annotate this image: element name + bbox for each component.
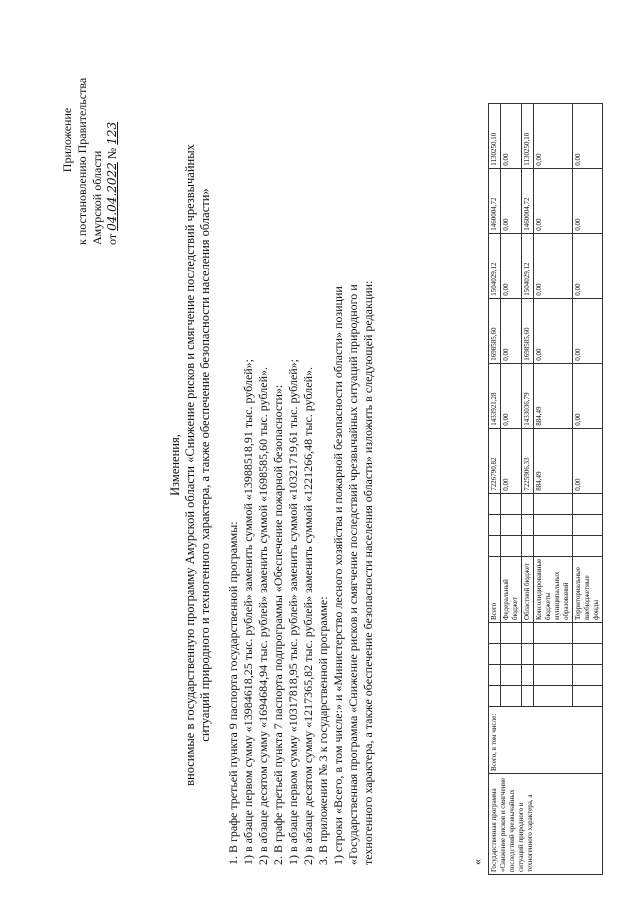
paragraph: техногенного характера, а также обеспечение безопасности населения области» изложить в следующей редакции:	[361, 280, 375, 865]
value-cell: 7226790,82	[489, 428, 501, 493]
document-title	[168, 25, 213, 905]
value-cell: 1130250,10	[489, 103, 501, 168]
empty-cell	[522, 665, 534, 686]
title-line-2: вносимые в государственную программу Амурской области «Снижение рисков и смягчение последствий чрезвычайных	[183, 144, 197, 786]
empty-cell	[501, 535, 522, 556]
empty-cell	[489, 514, 501, 535]
empty-cell	[573, 623, 603, 644]
empty-cell	[534, 644, 573, 665]
empty-cell	[522, 686, 534, 707]
source-cell: Консолидированные бюджеты муниципальных образований	[534, 556, 573, 622]
opening-quote: «	[470, 859, 484, 865]
source-cell: Территориальные внебюджетные фонды	[573, 556, 603, 622]
value-cell: 0,00	[534, 168, 573, 233]
table-row	[489, 103, 501, 874]
empty-cell	[522, 535, 534, 556]
appendix-region: Амурской области	[90, 150, 104, 245]
empty-cell	[501, 623, 522, 644]
empty-cell	[489, 665, 501, 686]
empty-cell	[501, 686, 522, 707]
value-cell: 1460004,72	[522, 168, 534, 233]
empty-cell	[489, 623, 501, 644]
value-cell: 1433921,28	[489, 363, 501, 428]
appendix-date: 04.04.2022	[105, 162, 119, 231]
empty-cell	[522, 493, 534, 514]
empty-cell	[522, 514, 534, 535]
empty-cell	[501, 644, 522, 665]
paragraph: 2) в абзаце десятом сумму «1694684,94 тыс. рублей» заменить суммой «1698585,60 тыс. рублей».	[256, 366, 270, 865]
empty-cell	[573, 493, 603, 514]
document-body	[226, 20, 376, 865]
paragraph: 1) строки «Всего, в том числе:» и «Министерство лесного хозяйства и пожарной безопасности области» позиции	[331, 286, 345, 865]
value-cell: 884,49	[534, 363, 573, 428]
appendix-resolution: к постановлению Правительства	[75, 77, 89, 245]
paragraph: 1. В графе третьей пункта 9 паспорта государственной программы:	[226, 521, 240, 865]
value-cell: 0,00	[501, 233, 522, 298]
paragraph: 1) в абзаце первом сумму «10317818,95 тыс. рублей» заменить суммой «10321719,61 тыс. рублей»;	[286, 358, 300, 865]
empty-cell	[489, 686, 501, 707]
empty-cell	[489, 493, 501, 514]
value-cell: 884,49	[534, 428, 573, 493]
paragraph: «Государственная программа «Снижение рисков и смягчение последствий чрезвычайных ситуаций природного и	[346, 284, 360, 865]
value-cell: 0,00	[501, 428, 522, 493]
paragraph: 2) в абзаце десятом сумму «1217365,82 тыс. рублей» заменить суммой «1221266,48 тыс. рублей».	[301, 366, 315, 865]
program-name-cell: Государственная программа «Снижение рисков и смягчение последствий чрезвычайных ситуаций природного и техногенного характера, а	[489, 774, 603, 875]
empty-cell	[501, 514, 522, 535]
value-cell: 0,00	[534, 103, 573, 168]
paragraph: 1) в абзаце первом сумму «13984618,25 тыс. рублей» заменить суммой «13988518,91 тыс. рублей»;	[241, 358, 255, 865]
empty-cell	[501, 665, 522, 686]
source-cell: Областной бюджет	[522, 556, 534, 622]
title-line-3: ситуаций природного и техногенного характера, а также обеспечение безопасности населения области»	[198, 188, 212, 742]
value-cell: 1460004,72	[489, 168, 501, 233]
appendix-header	[60, 15, 120, 245]
empty-cell	[534, 514, 573, 535]
empty-cell	[573, 686, 603, 707]
value-cell: 1698585,60	[489, 298, 501, 363]
value-cell: 1433036,79	[522, 363, 534, 428]
value-cell: 0,00	[534, 233, 573, 298]
empty-cell	[534, 623, 573, 644]
appendix-from: от	[105, 233, 119, 245]
value-cell: 0,00	[501, 103, 522, 168]
empty-cell	[501, 493, 522, 514]
title-heading: Изменения,	[168, 434, 182, 496]
value-cell: 0,00	[501, 298, 522, 363]
appendix-label: Приложение	[60, 107, 74, 173]
empty-cell	[573, 644, 603, 665]
paragraph: 3. В приложении № 3 к государственной программе:	[316, 596, 330, 865]
value-cell: 0,00	[534, 298, 573, 363]
value-cell: 1698585,60	[522, 298, 534, 363]
value-cell: 0,00	[573, 168, 603, 233]
empty-cell	[573, 665, 603, 686]
source-cell: Федеральный бюджет	[501, 556, 522, 622]
total-label-cell: Всего, в том числе:	[489, 707, 603, 774]
value-cell: 1130250,10	[522, 103, 534, 168]
empty-cell	[522, 623, 534, 644]
value-cell: 0,00	[501, 168, 522, 233]
empty-cell	[522, 644, 534, 665]
empty-cell	[534, 493, 573, 514]
empty-cell	[489, 644, 501, 665]
empty-cell	[534, 686, 573, 707]
value-cell: 0,00	[573, 428, 603, 493]
appendix-number: 123	[105, 121, 119, 145]
empty-cell	[573, 535, 603, 556]
value-cell: 1504029,12	[489, 233, 501, 298]
appendix-number-label: №	[105, 147, 119, 160]
value-cell: 0,00	[573, 298, 603, 363]
value-cell: 0,00	[501, 363, 522, 428]
value-cell: 0,00	[573, 233, 603, 298]
appendix-date-line	[105, 15, 120, 245]
paragraph: 2. В графе третьей пункта 7 паспорта подпрограммы «Обеспечение пожарной безопасности»:	[271, 384, 285, 865]
empty-cell	[534, 535, 573, 556]
empty-cell	[573, 514, 603, 535]
empty-cell	[534, 665, 573, 686]
value-cell: 1504029,12	[522, 233, 534, 298]
value-cell: 7225906,33	[522, 428, 534, 493]
value-cell: 0,00	[573, 363, 603, 428]
value-cell: 0,00	[573, 103, 603, 168]
financing-table	[488, 103, 603, 875]
source-cell: Всего	[489, 556, 501, 622]
empty-cell	[489, 535, 501, 556]
